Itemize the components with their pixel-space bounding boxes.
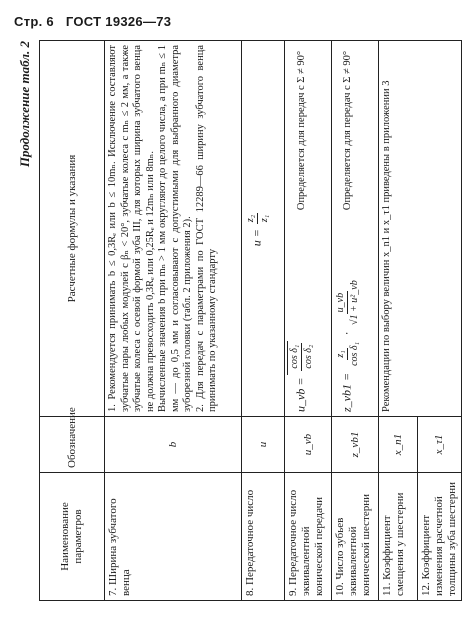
fraction — [334, 340, 361, 368]
param-name: 7. Ширина зубчатого венца — [105, 473, 242, 601]
continuation-label: Продолжение табл. 2 — [17, 41, 32, 168]
col-header-formula: Расчетные формулы и указания — [40, 41, 105, 417]
denominator: z₁ — [259, 214, 270, 223]
page-header — [14, 14, 179, 29]
denominator: cos δ₁ — [349, 341, 360, 366]
param-symbol: u — [242, 417, 285, 473]
numerator: cos δ₁ — [289, 344, 300, 369]
formula-note: Определяется для передач с Σ ≠ 90° — [342, 50, 353, 211]
standard-code: ГОСТ 19326—73 — [65, 14, 172, 29]
param-name: 8. Передаточное число — [242, 473, 285, 601]
table-row — [242, 41, 285, 601]
formula-note: Определяется для передач с Σ ≠ 90° — [295, 50, 307, 211]
param-name: 12. Коэффициент изменения расчетной толщины зуба шестерни — [418, 473, 462, 601]
param-name: 11. Коэффициент смещения у шестерни — [379, 473, 418, 601]
param-formula: z_vb1 = z₁ cos δ₁ · u_vb √1 + u²_vb Определяется для передач с Σ ≠ 90° — [332, 41, 379, 417]
fraction — [334, 278, 361, 327]
table-row — [105, 41, 242, 601]
formula-lhs: u_vb = — [293, 377, 308, 412]
parameters-table — [39, 40, 462, 601]
table-row — [379, 41, 418, 601]
page-number: Стр. 6 — [14, 14, 54, 29]
col-header-symbol: Обозначение — [40, 417, 105, 473]
param-symbol: z_vb1 — [332, 417, 379, 473]
param-symbol: x_τ1 — [418, 417, 462, 473]
fraction — [288, 343, 315, 371]
numerator: z₁ — [335, 350, 346, 358]
param-symbol: u_vb — [285, 417, 332, 473]
numerator: u_vb — [335, 292, 346, 313]
param-formula — [242, 41, 285, 417]
param-symbol: x_n1 — [379, 417, 418, 473]
param-name: 9. Передаточное число эквивалентной конической передачи — [285, 473, 332, 601]
col-header-name: Наименование параметров — [40, 473, 105, 601]
table-row — [285, 41, 332, 601]
desc-paragraph: Вычисленные значения b при mₙ > 1 мм округляют до целого числа, а при mₙ ≤ 1 мм — до 0,5 мм и согласовывают с допустимыми для выбранного диаметра зуборезной головки (табл. 2 приложения 2). — [157, 45, 193, 412]
numerator: z₂ — [245, 214, 256, 223]
param-formula — [285, 41, 332, 417]
desc-paragraph: 1. Рекомендуется принимать b ≤ 0,3Rₑ или b ≤ 10mₙ. Исключение составляют зубчатые пары любых модулей с βₙ < 20°, зубчатые колеса с mₙ ≤ 2 мм, а также зубчатые колеса с осевой формой зуба III, для которых ширина зубчатого венца не должна превосходить 0,3Rₑ или 0,25Rₑ и 12mₙ или 8mₙ. — [107, 45, 156, 412]
fraction — [244, 213, 271, 224]
denominator: √1 + u²_vb — [349, 280, 360, 325]
formula-lhs: z_vb1 = — [339, 372, 354, 412]
desc-paragraph: 2. Для передач с параметрами по ГОСТ 12289—66 ширину зубчатого венца принимать по указанному стандарту — [194, 45, 218, 412]
rotated-content — [17, 41, 458, 601]
param-description: Рекомендации по выбору величин x_n1 и x_τ1 приведены в приложении 3 — [379, 41, 462, 417]
formula-lhs: u = — [249, 229, 264, 247]
table-row — [332, 41, 379, 601]
param-name: 10. Число зубьев эквивалентной конической шестерни — [332, 473, 379, 601]
denominator: cos δ₂ — [303, 344, 314, 369]
param-description — [105, 41, 242, 417]
param-symbol: b — [105, 417, 242, 473]
